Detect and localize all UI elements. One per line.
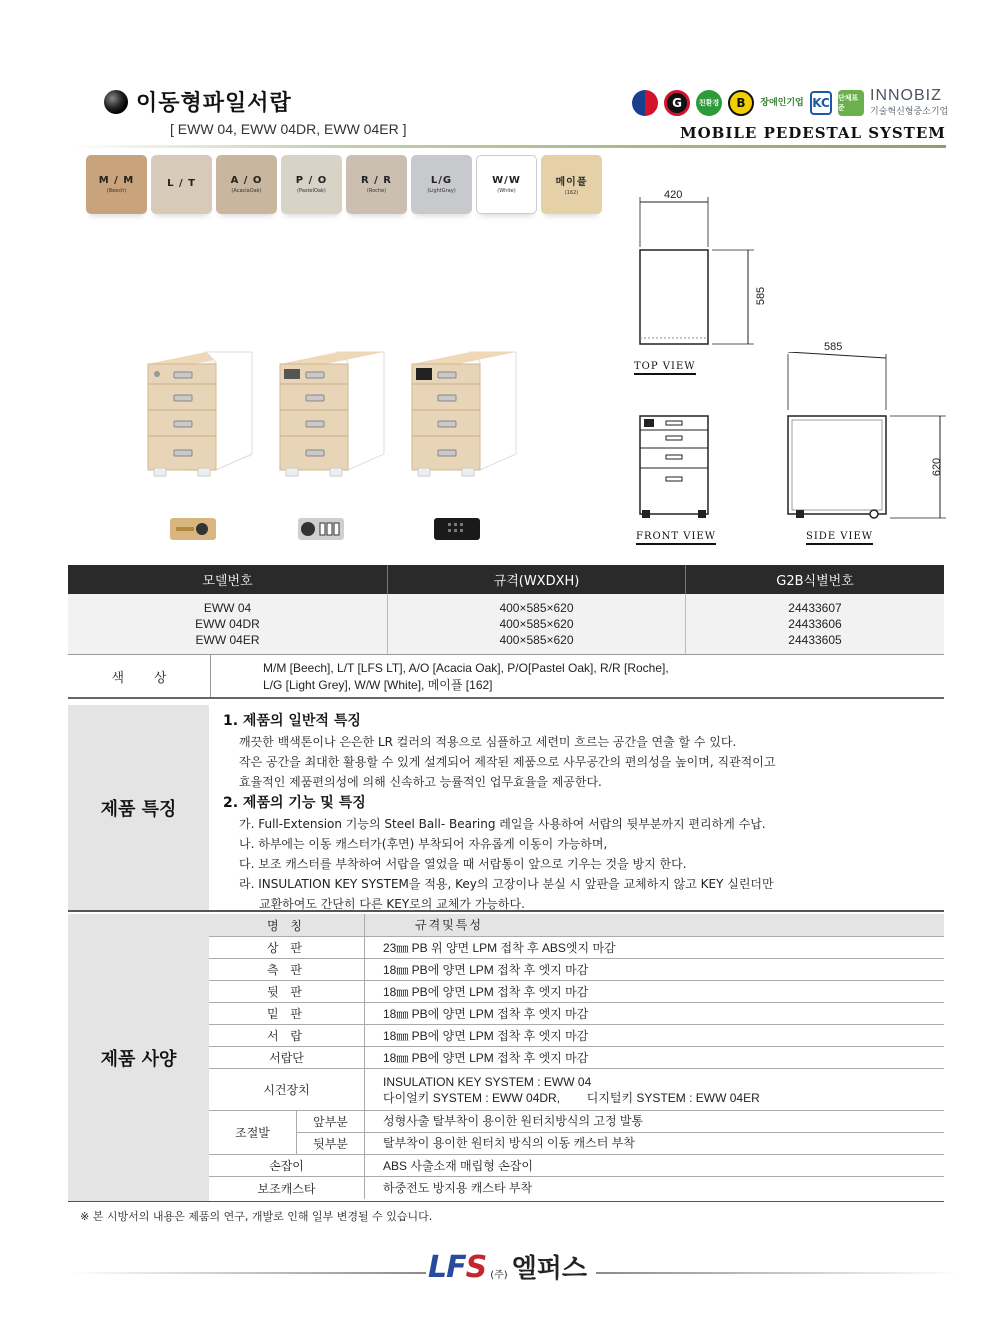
features-text: 나. 하부에는 이동 캐스터가(후면) 부착되어 자유롭게 이동이 가능하며,: [239, 837, 608, 851]
b-mark-icon: B: [728, 90, 754, 116]
specs-header-desc: 규격및특성: [415, 918, 483, 932]
front-view-label: FRONT VIEW: [636, 531, 716, 545]
swatch-roche: [346, 155, 407, 214]
table-row: [209, 1003, 944, 1025]
footer-line-right: [596, 1272, 960, 1274]
features-heading: 1. 제품의 일반적 특징: [223, 713, 361, 729]
dial-lock-icon: [298, 518, 344, 540]
product-render-dial: [278, 350, 386, 478]
features-section: [68, 705, 944, 912]
header-size: 규격(WXDXH): [388, 565, 686, 594]
size-cell: 400×585×620: [499, 601, 574, 615]
swatch-name: (Roche): [366, 188, 387, 194]
front-view-svg: [636, 410, 712, 522]
spec-name: 상 판: [209, 937, 365, 958]
title-block: [104, 86, 292, 117]
table-row: [209, 1155, 944, 1177]
swatch-name: (White): [497, 188, 516, 194]
table-row: [209, 937, 944, 959]
top-view-svg: [636, 192, 776, 362]
specs-header-name: 명 칭: [209, 914, 365, 936]
brand-mark: [428, 1250, 486, 1285]
top-depth-dimension: 585: [755, 286, 768, 306]
features-text: 효율적인 제품편의성에 의해 신속하고 능률적인 업무효율을 제공한다.: [239, 775, 602, 789]
header-model: 모델번호: [68, 565, 388, 594]
spec-name: 밑 판: [209, 1003, 365, 1024]
g2b-cell: 24433605: [788, 633, 842, 647]
spec-name: 보조캐스타: [209, 1177, 365, 1199]
product-render-key: [146, 350, 254, 478]
spec-name: 손잡이: [209, 1155, 365, 1176]
spec-desc: 18㎜ PB에 양면 LPM 접착 후 엣지 마감: [383, 1028, 589, 1043]
swatch-beech: [86, 155, 147, 214]
color-row: [68, 655, 944, 699]
features-text: 교환하여도 간단히 다른 KEY로의 교체가 가능하다.: [259, 897, 525, 911]
government-emblem-icon: [632, 90, 658, 116]
foot-subrows: [297, 1111, 944, 1154]
color-swatches: [86, 155, 602, 214]
model-table-body: [68, 594, 944, 655]
spec-name: 조절발: [209, 1111, 297, 1154]
features-text: 깨끗한 백색톤이나 은은한 LR 컬러의 적용으로 심플하고 세련미 흐르는 공간을 연출 할 수 있다.: [239, 735, 737, 749]
kc-mark-icon: KC: [810, 91, 832, 115]
side-depth-dimension: 585: [824, 341, 843, 353]
specs-header-row: [209, 914, 944, 937]
spec-desc: 탈부착이 용이한 원터치 방식의 이동 캐스터 부착: [383, 1136, 635, 1151]
spec-desc: 18㎜ PB에 양면 LPM 접착 후 엣지 마감: [383, 962, 589, 977]
swatch-light-gray: [411, 155, 472, 214]
table-row: [209, 959, 944, 981]
side-height-dimension: 620: [931, 457, 944, 477]
model-column: [68, 594, 388, 654]
lock-line: 다이얼키 SYSTEM : EWW 04DR, 디지털키 SYSTEM : EWW 04ER: [383, 1090, 760, 1105]
model-list: [ EWW 04, EWW 04DR, EWW 04ER ]: [170, 121, 407, 137]
features-text: 작은 공간을 최대한 활용할 수 있게 설계되어 제작된 제품으로 사무공간의 편의성을 높이며, 직관적이고: [239, 755, 776, 769]
spec-subname: 앞부분: [297, 1111, 365, 1132]
swatch-code: W/W: [492, 175, 521, 186]
swatch-maple: [541, 155, 602, 214]
swatch-name: (Beech): [106, 188, 127, 194]
specs-table: [209, 914, 944, 1201]
features-body: [209, 705, 775, 910]
bullet-icon: [104, 90, 128, 114]
swatch-acacia-oak: [216, 155, 277, 214]
color-line: M/M [Beech], L/T [LFS LT], A/O [Acacia Oak], P/O[Pastel Oak], R/R [Roche],: [263, 661, 669, 675]
swatch-code: M / M: [98, 175, 135, 186]
company-name: 엘퍼스: [511, 1254, 588, 1284]
features-heading: 2. 제품의 기능 및 특징: [223, 795, 366, 811]
g2b-column: [686, 594, 944, 654]
specs-label: 제품 사양: [68, 914, 209, 1201]
spec-subname: 뒷부분: [297, 1133, 365, 1154]
spec-desc: 하중전도 방지용 캐스타 부착: [383, 1181, 533, 1195]
color-label: 색상: [68, 655, 211, 697]
table-row: [209, 1047, 944, 1069]
header-g2b: G2B식별번호: [776, 574, 854, 589]
size-cell: 400×585×620: [499, 617, 574, 631]
table-row: [209, 1111, 944, 1155]
spec-desc: ABS 사출소재 매립형 손잡이: [383, 1158, 533, 1173]
model-cell: EWW 04: [203, 601, 252, 615]
key-lock-icon: [170, 518, 216, 540]
swatch-code: A / O: [230, 175, 263, 186]
product-render-digital: [410, 350, 518, 478]
spec-desc: 18㎜ PB에 양면 LPM 접착 후 엣지 마감: [383, 1006, 589, 1021]
swatch-code: P / O: [295, 175, 328, 186]
g2b-cell: 24433606: [788, 617, 842, 631]
spec-desc: [365, 1069, 944, 1110]
swatch-code: L/G: [430, 175, 453, 186]
side-view-svg: [784, 352, 954, 524]
swatch-lt: [151, 155, 212, 214]
swatch-code: 메이플: [555, 177, 588, 188]
table-row: [209, 981, 944, 1003]
spec-name: 서 랍: [209, 1025, 365, 1046]
size-column: [388, 594, 686, 654]
spec-desc: 18㎜ PB에 양면 LPM 접착 후 엣지 마감: [383, 984, 589, 999]
model-table-header: [68, 565, 944, 594]
features-text: 가. Full-Extension 기능의 Steel Ball- Bearing 레일을 사용하여 서랍의 뒷부분까지 편리하게 수납.: [239, 817, 766, 831]
swatch-code: R / R: [360, 175, 392, 186]
model-cell: EWW 04DR: [195, 617, 260, 631]
eco-label-icon: 친환경: [696, 90, 722, 116]
brand-mark-a: LF: [428, 1250, 466, 1285]
model-cell: EWW 04ER: [195, 633, 260, 647]
spec-desc: 23㎜ PB 위 양면 LPM 접착 후 ABS엣지 마감: [383, 940, 616, 955]
features-text: 다. 보조 캐스터를 부착하여 서랍을 열었을 때 서랍통이 앞으로 기우는 것을 방지 한다.: [239, 857, 687, 871]
top-view-label: TOP VIEW: [634, 361, 696, 375]
table-row: [209, 1177, 944, 1199]
spec-desc: 성형사출 탈부착이 용이한 원터치방식의 고정 발통: [383, 1114, 644, 1129]
swatch-pastel-oak: [281, 155, 342, 214]
features-label: 제품 특징: [68, 705, 209, 910]
specs-section: [68, 914, 944, 1202]
table-row: [209, 1069, 944, 1111]
swatch-name: (162): [564, 190, 579, 196]
disclaimer-note: ※ 본 시방서의 내용은 제품의 연구, 개발로 인해 일부 변경될 수 있습니다.: [80, 1210, 433, 1223]
spec-name: 시건장치: [209, 1069, 365, 1110]
color-list: [211, 655, 669, 697]
page-title: 이동형파일서랍: [136, 91, 292, 116]
g-mark-icon: G: [664, 90, 690, 116]
color-line: L/G [Light Grey], W/W [White], 메이플 [162]: [263, 678, 493, 692]
company-prefix: (주): [490, 1270, 508, 1281]
brand-mark-b: S: [465, 1250, 487, 1285]
swatch-name: (LightGray): [427, 188, 456, 194]
features-text: 라. INSULATION KEY SYSTEM을 적용, Key의 고장이나 분실 시 앞판을 교체하지 않고 KEY 실린더만: [239, 877, 774, 891]
spec-name: 뒷 판: [209, 981, 365, 1002]
spec-name: 측 판: [209, 959, 365, 980]
side-view-label: SIDE VIEW: [806, 531, 873, 545]
innobiz-text: INNOBIZ: [870, 87, 942, 104]
g2b-cell: 24433607: [788, 601, 842, 615]
header-divider: [68, 145, 946, 148]
innobiz-subtext: 기술혁신형중소기업: [870, 107, 949, 117]
top-width-dimension: 420: [664, 189, 683, 201]
lock-line: INSULATION KEY SYSTEM : EWW 04: [383, 1074, 592, 1089]
swatch-name: (AcaciaOak): [231, 188, 262, 194]
footer-line-left: [68, 1272, 426, 1274]
group-standard-icon: 단체표준: [838, 90, 864, 116]
table-row: [297, 1111, 944, 1133]
certification-logos: [632, 88, 948, 117]
spec-name: 서랍단: [209, 1047, 365, 1068]
swatch-code: L / T: [167, 178, 196, 189]
innobiz-logo: [870, 88, 948, 117]
digital-lock-icon: [434, 518, 480, 540]
table-row: [297, 1133, 944, 1154]
size-cell: 400×585×620: [499, 633, 574, 647]
disabled-enterprise-icon: 장애인기업: [760, 97, 804, 108]
table-row: [209, 1025, 944, 1047]
company-logo: [428, 1248, 587, 1285]
system-name: MOBILE PEDESTAL SYSTEM: [680, 124, 946, 142]
swatch-name: (PastelOak): [297, 188, 326, 194]
swatch-white: [476, 155, 537, 214]
spec-desc: 18㎜ PB에 양면 LPM 접착 후 엣지 마감: [383, 1050, 589, 1065]
